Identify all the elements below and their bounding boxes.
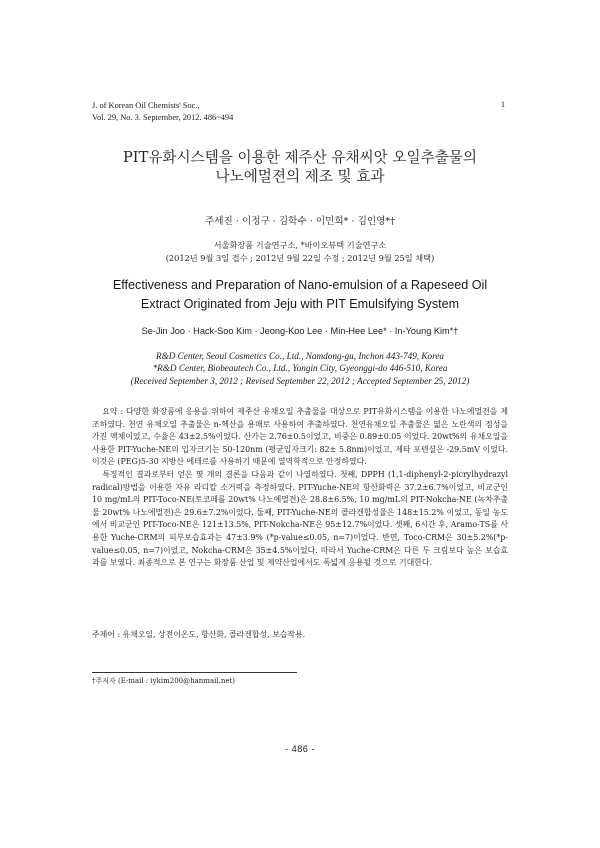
- page-corner-number: 1: [500, 100, 505, 109]
- title-korean: [0, 148, 600, 186]
- title-english: [0, 276, 600, 313]
- title-korean-line1: PIT유화시스템을 이용한 제주산 유채씨앗 오일추출물의: [122, 149, 478, 166]
- abstract-paragraph-2: 특징적인 결과로부터 얻은 몇 개의 결론을 다음과 같이 나열하였다. 첫째, DPPH (1,1-diphenyl-2-picrylhydrazyl radical)방법을 이용한 자유 라디칼 소거력을 측정하였다. PIT-Yuche-NE의 항산화력은 37.2±6.7%이었고, 비교군인 10 mg/mL의 PIT-Toco-NE(토코페롤 20wt% 나노에멀젼)은 28.8±6.5%, 10 mg/mL의 PIT-Nokcha-NE (녹차추출물 20wt% 나노에멀젼)은 29.6±7.2%이었다. 둘째, PIT-Yuche-NE의 콜라겐합성율은 148±15.2% 이었고, 동일 농도에서 비교군인 PIT-Toco-NE은 121±13.5%, PIT-Nokcha-NE은 95±12.7%이었다. 셋째, 6시간 후, Aramo-TS를 사용한 Yuche-CRM의 피부보습효과는 47±3.9% (*p-value≤0.05, n=7)이었다. 반면, Toco-CRM은 30±5.2%(*p-value≤0.05, n=7)이었고, Nokcha-CRM은 35±4.5%이었다. 따라서 Yuche-CRM은 다른 두 크림보다 높은 보습효과를 보였다. 최종적으로 본 연구는 화장품 산업 및 제약산업에서도 폭넓게 응용될 것으로 기대한다.: [92, 469, 508, 568]
- corresponding-author-footnote: †주저자 (E-mail : iykim200@hanmail.net): [92, 677, 236, 685]
- title-korean-line2: 나노에멀젼의 제조 및 효과: [215, 168, 385, 185]
- page-number-footer: - 486 -: [284, 744, 316, 754]
- footnote-divider: [92, 672, 297, 673]
- authors-english: Se-Jin Joo · Hack-Soo Kim · Jeong-Koo Lee · Min-Hee Lee* · In-Young Kim*†: [141, 326, 459, 336]
- authors-korean: 주세진 · 이정구 · 김학수 · 이민희* · 김인영*†: [205, 216, 395, 227]
- affiliation-korean-dates: (2012년 9월 3일 접수 ; 2012년 9월 22일 수정 ; 2012년 9월 25일 채택): [165, 252, 435, 263]
- abstract: [92, 406, 508, 570]
- affiliation-english-dates: (Received September 3, 2012 ; Revised September 22, 2012 ; Accepted September 25, 2012): [130, 375, 470, 386]
- title-english-line1: Effectiveness and Preparation of Nano-emulsion of a Rapeseed Oil: [112, 278, 488, 292]
- journal-header: [92, 100, 233, 123]
- affiliation-korean: [0, 239, 600, 264]
- journal-citation: Vol. 29, No. 3. September, 2012. 486~494: [92, 112, 234, 122]
- affiliation-korean-line1: 서울화장품 기술연구소, *바이오뷰텍 기술연구소: [213, 240, 387, 250]
- affiliation-english-line2: *R&D Center, Biobeautech Co., Ltd., Yongin City, Gyeonggi-do 446-510, Korea: [152, 363, 448, 374]
- journal-name: J. of Korean Oil Chemists' Soc.,: [92, 101, 200, 110]
- keywords: 주제어 : 유채오일, 상전이온도, 항산화, 콜라겐합성, 보습작용.: [92, 630, 306, 639]
- title-english-line2: Extract Originated from Jeju with PIT Emulsifying System: [140, 296, 460, 311]
- affiliation-english-line1: R&D Center, Seoul Cosmetics Co., Ltd., Namdong-gu, Inchon 443-749, Korea: [155, 351, 445, 361]
- affiliation-english: [0, 350, 600, 387]
- abstract-paragraph-1: 요약 : 다양한 화장품에 응용을 위하여 제주산 유채오일 추출물을 대상으로 PIT유화시스템을 이용한 나노에멀젼을 제조하였다. 천연 유채오일 추출물은 n-헥산을 용매로 사용하여 추출하였다. 천연유채오일 추출물은 엷은 노란색의 점성을 가진 액체이었고, 수율은 43±2.5%이었다. 산가는 2.76±0.5이었고, 비중은 0.89±0.05 이었다. 20wt%의 유채오일을 사용한 PIT-Yuche-NE의 입자크기는 50-120nm (평균입자크기: 82± 5.8nm)이었고, 제타 포텐셜은 -29.5mV 이었다. 이것은 (PEG)5-30 지방산 에테르를 사용하기 때문에 열역학적으로 안정하였다.: [92, 407, 508, 467]
